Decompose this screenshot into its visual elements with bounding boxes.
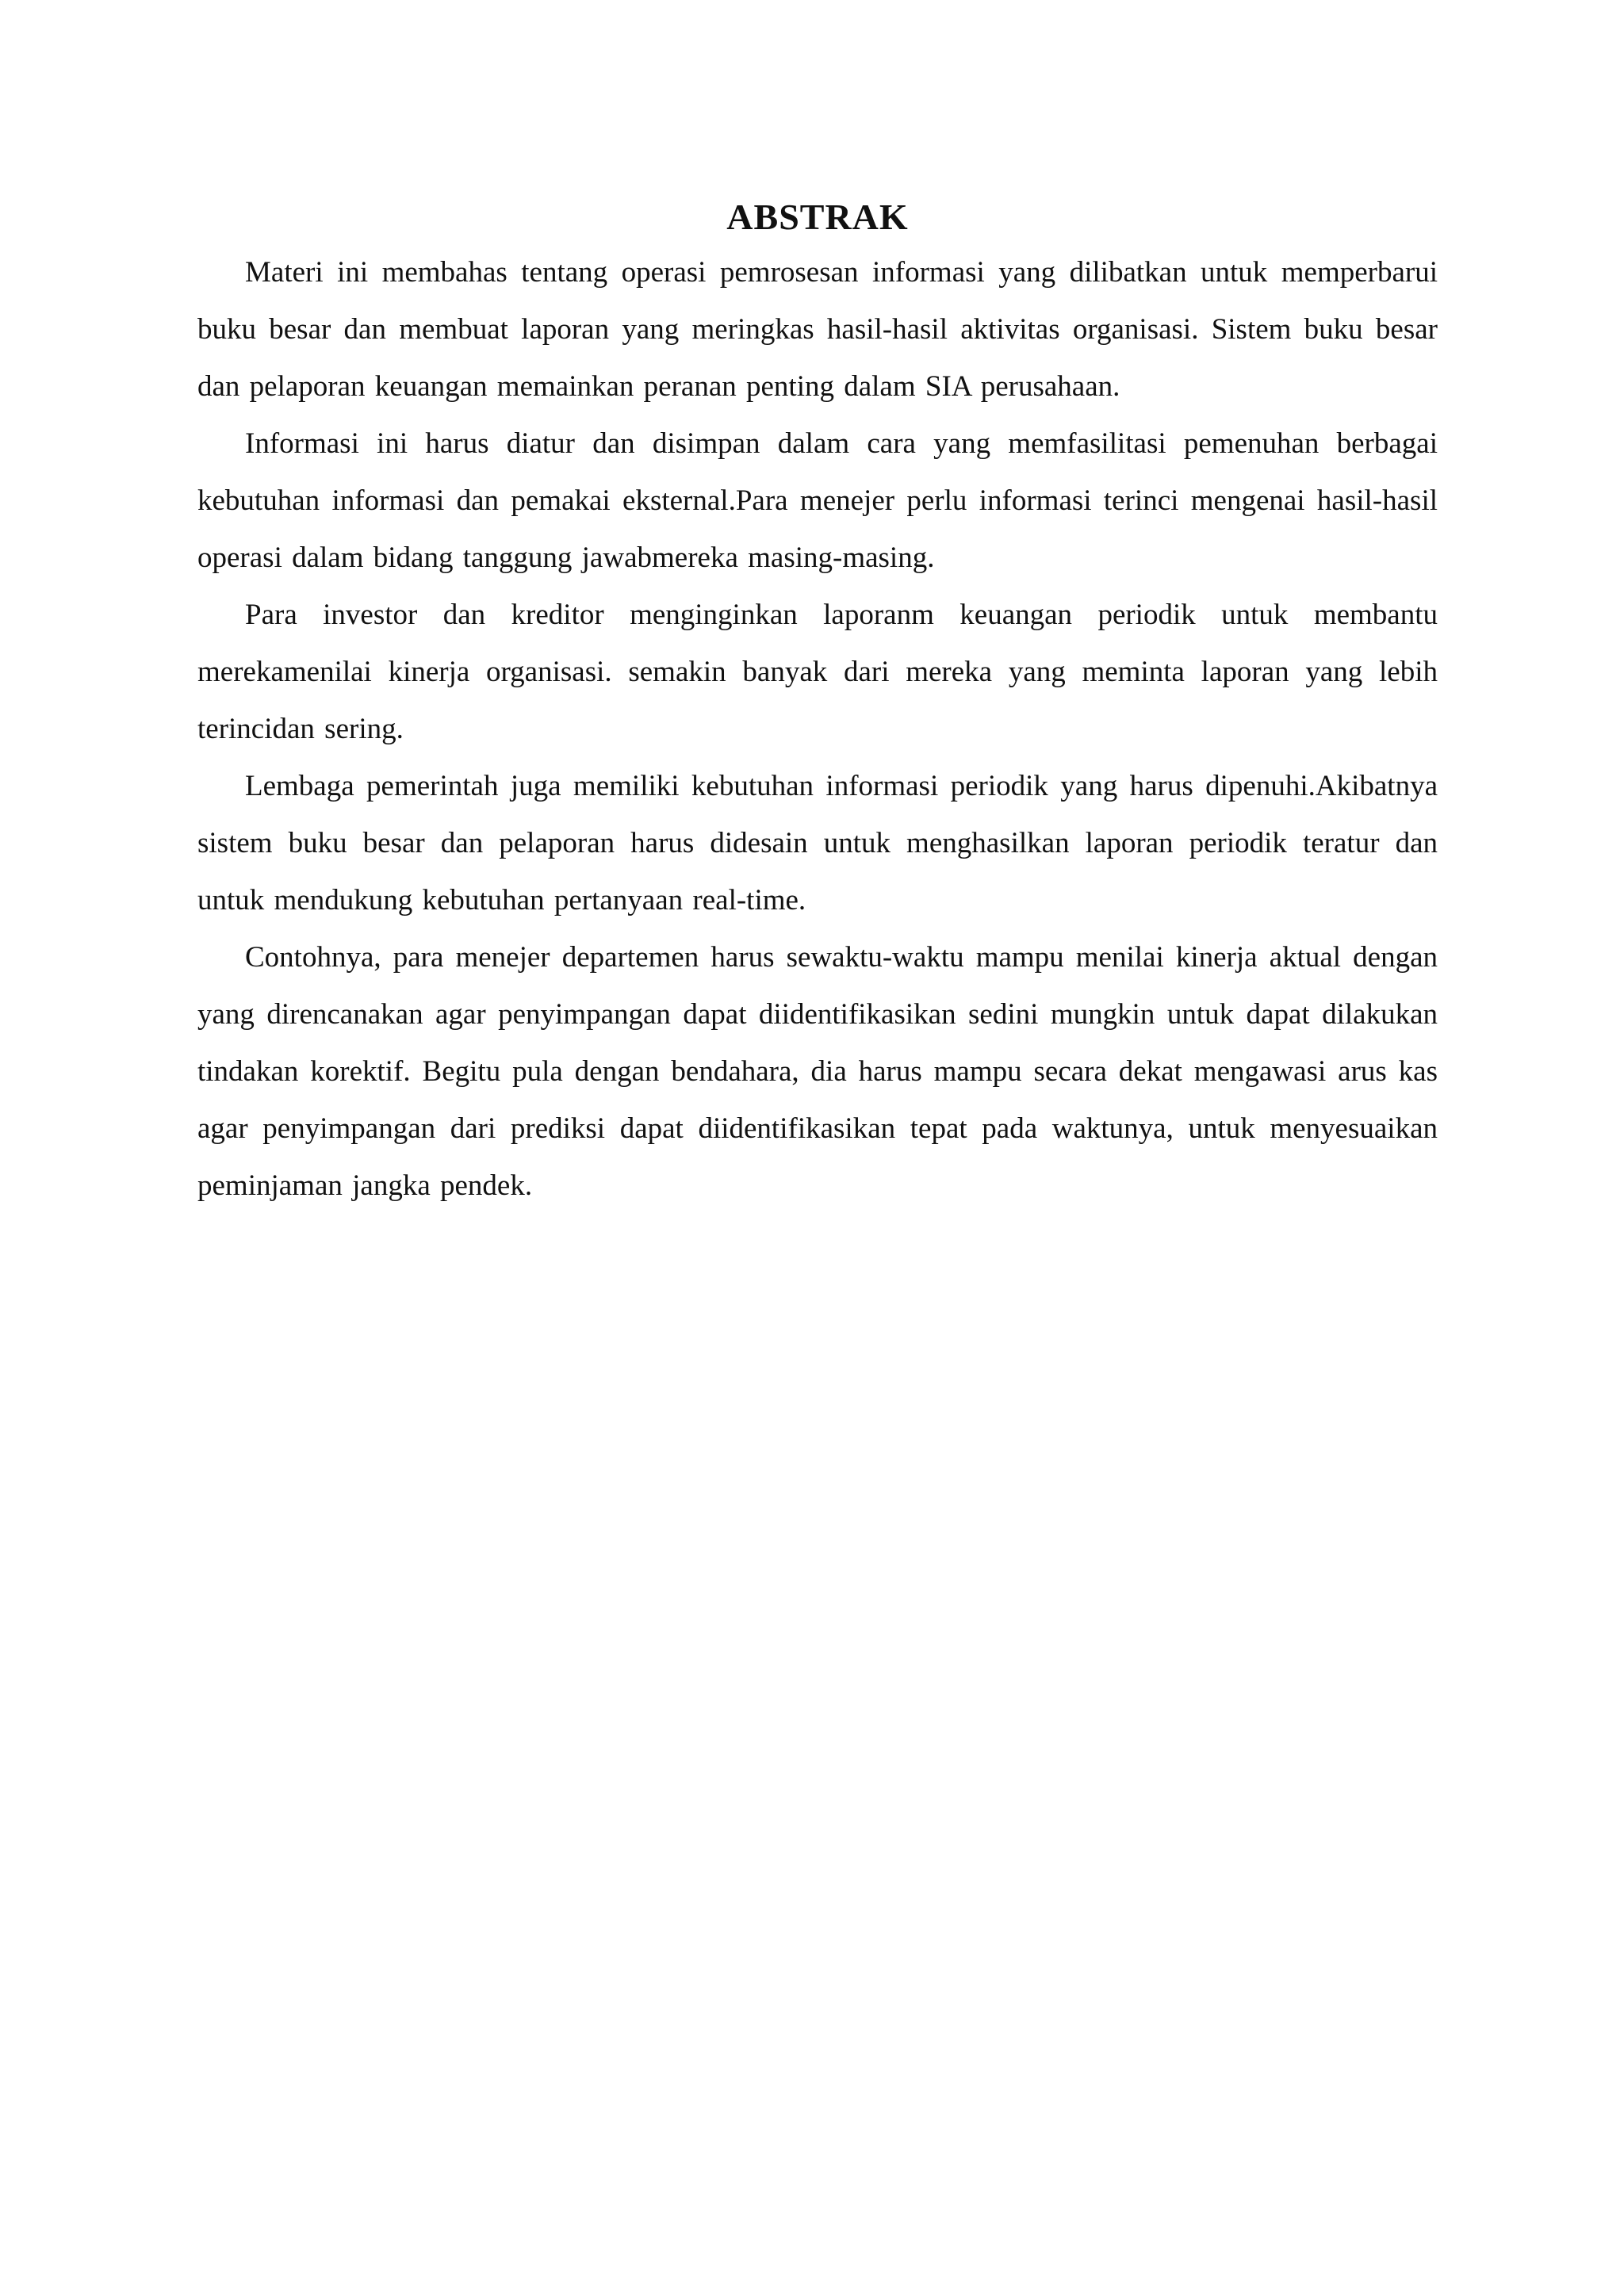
abstract-paragraph-4: Lembaga pemerintah juga memiliki kebutuhan informasi periodik yang harus dipenuhi.Akibatnya sistem buku besar dan pelaporan harus didesain untuk menghasilkan laporan periodik teratur dan untuk mendukung kebutuhan pertanyaan real-time. [197, 770, 1438, 916]
abstract-paragraph-3: Para investor dan kreditor menginginkan laporanm keuangan periodik untuk membantu merekamenilai kinerja organisasi. semakin banyak dari mereka yang meminta laporan yang lebih terincidan sering. [197, 599, 1438, 745]
abstract-section [197, 189, 1438, 1215]
abstract-title: ABSTRAK [726, 197, 909, 237]
abstract-paragraph-1: Materi ini membahas tentang operasi pemrosesan informasi yang dilibatkan untuk memperbarui buku besar dan membuat laporan yang meringkas hasil-hasil aktivitas organisasi. Sistem buku besar dan pelaporan keuangan memainkan peranan penting dalam SIA perusahaan. [197, 256, 1438, 403]
abstract-paragraph-2: Informasi ini harus diatur dan disimpan dalam cara yang memfasilitasi pemenuhan berbagai kebutuhan informasi dan pemakai eksternal.Para menejer perlu informasi terinci mengenai hasil-hasil operasi dalam bidang tanggung jawabmereka masing-masing. [197, 427, 1438, 574]
abstract-paragraph-5: Contohnya, para menejer departemen harus sewaktu-waktu mampu menilai kinerja aktual dengan yang direncanakan agar penyimpangan dapat diidentifikasikan sedini mungkin untuk dapat dilakukan tindakan korektif. Begitu pula dengan bendahara, dia harus mampu secara dekat mengawasi arus kas agar penyimpangan dari prediksi dapat diidentifikasikan tepat pada waktunya, untuk menyesuaikan peminjaman jangka pendek. [197, 941, 1438, 1202]
